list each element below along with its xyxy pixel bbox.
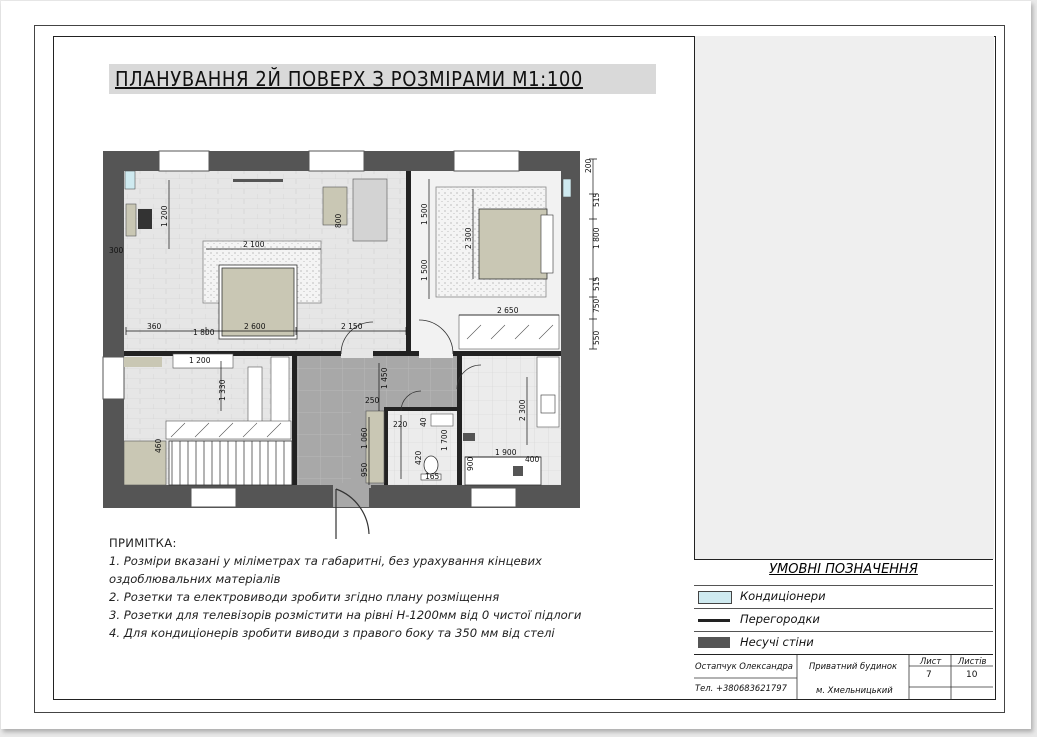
- dim-label: 1 330: [218, 379, 227, 401]
- window: [471, 488, 516, 507]
- legend-title: УМОВНІ ПОЗНАЧЕННЯ: [769, 562, 918, 577]
- legend-label: Кондиціонери: [740, 589, 826, 603]
- dim-label: 950: [360, 462, 369, 477]
- wardrobe: [166, 421, 291, 439]
- dim-label: 2 600: [244, 322, 266, 331]
- staircase: [169, 441, 292, 485]
- window: [309, 151, 364, 171]
- sheet-number: 7: [926, 670, 932, 680]
- dim-label: 40: [419, 417, 428, 427]
- legend-label: Несучі стіни: [740, 635, 814, 649]
- legend-item-aircon: [694, 585, 993, 608]
- window: [103, 357, 124, 399]
- sofa: [353, 179, 387, 241]
- dim-label: 1 500: [420, 259, 429, 281]
- legend-item-bearing-walls: [694, 631, 993, 655]
- dim-label: 1 500: [420, 203, 429, 225]
- entry-floor: [333, 485, 369, 507]
- dim-label: 800: [334, 213, 343, 228]
- partition-wall: [457, 355, 462, 485]
- sheet-label: Лист: [920, 656, 942, 666]
- window: [191, 488, 236, 507]
- dim-label: 1 200: [189, 356, 211, 365]
- dim-label: 250: [365, 396, 380, 405]
- dim-label: 360: [147, 322, 162, 331]
- author-phone: Тел. +380683621797: [695, 683, 787, 693]
- sheets-label: Листів: [958, 656, 987, 666]
- project-name: Приватний будинок: [809, 661, 898, 671]
- dim-label: 2 650: [497, 306, 519, 315]
- dim-label: 515: [592, 276, 601, 291]
- dim-label: 2 300: [464, 227, 473, 249]
- dim-label: 2 100: [243, 240, 265, 249]
- project-city: м. Хмельницький: [816, 685, 893, 695]
- dim-label: 550: [592, 330, 601, 345]
- dim-label: 460: [154, 438, 163, 453]
- side-panel: [694, 36, 994, 559]
- notes-heading: ПРИМІТКА:: [109, 536, 177, 550]
- dim-label: 165: [425, 472, 440, 481]
- sheets-total: 10: [966, 670, 978, 680]
- floor-plan: [101, 149, 611, 544]
- dim-label: 1 800: [193, 328, 215, 337]
- dim-label: 2 300: [518, 399, 527, 421]
- note-line: 2. Розетки та електровиводи зробити згідно плану розміщення: [109, 590, 500, 604]
- bearing-wall-swatch: [698, 637, 730, 648]
- note-line: 1. Розміри вказані у міліметрах та габаритні, без урахування кінцевих: [109, 554, 542, 568]
- drawing-sheet: [1, 1, 1031, 729]
- dim-label: 1 450: [380, 367, 389, 389]
- legend-item-partitions: [694, 608, 993, 631]
- tv: [138, 209, 152, 229]
- bed: [479, 209, 547, 279]
- note-line: оздоблювальних матеріалів: [109, 572, 281, 586]
- dim-label: 900: [466, 456, 475, 471]
- aircon-swatch: [698, 591, 732, 604]
- note-line: 3. Розетки для телевізорів розмістити на рівні Н-1200мм від 0 чистої підлоги: [109, 608, 582, 622]
- dim-label: 750: [592, 298, 601, 313]
- note-line: 4. Для кондиціонерів зробити виводи з правого боку та 350 мм від стелі: [109, 626, 555, 640]
- legend-label: Перегородки: [740, 612, 820, 626]
- dim-label: 1 900: [495, 448, 517, 457]
- aircon-unit: [563, 179, 571, 197]
- window: [454, 151, 519, 171]
- partition-wall: [292, 355, 297, 485]
- window: [159, 151, 209, 171]
- partition-wall: [406, 171, 411, 355]
- partition-wall: [384, 407, 388, 485]
- dim-label: 420: [414, 450, 423, 465]
- dim-label: 1 800: [592, 227, 601, 249]
- partition-swatch: [698, 619, 730, 622]
- aircon-unit: [125, 171, 135, 189]
- legend: [694, 559, 993, 655]
- dim-label: 400: [525, 455, 540, 464]
- dim-label: 220: [393, 420, 408, 429]
- title-block: [694, 654, 993, 700]
- author-name: Остапчук Олександра: [695, 661, 793, 671]
- partition-wall: [384, 407, 460, 411]
- drawing-title: ПЛАНУВАННЯ 2Й ПОВЕРХ З РОЗМІРАМИ М1:100: [115, 67, 583, 91]
- dim-label: 300: [109, 246, 124, 255]
- dim-label: 1 060: [360, 427, 369, 449]
- notes-block: [109, 534, 581, 642]
- dim-label: 2 150: [341, 322, 363, 331]
- dim-label: 515: [592, 192, 601, 207]
- dim-label: 1 700: [440, 429, 449, 451]
- dim-label: 200: [584, 158, 593, 173]
- dim-label: 1 200: [160, 205, 169, 227]
- sink: [541, 395, 555, 413]
